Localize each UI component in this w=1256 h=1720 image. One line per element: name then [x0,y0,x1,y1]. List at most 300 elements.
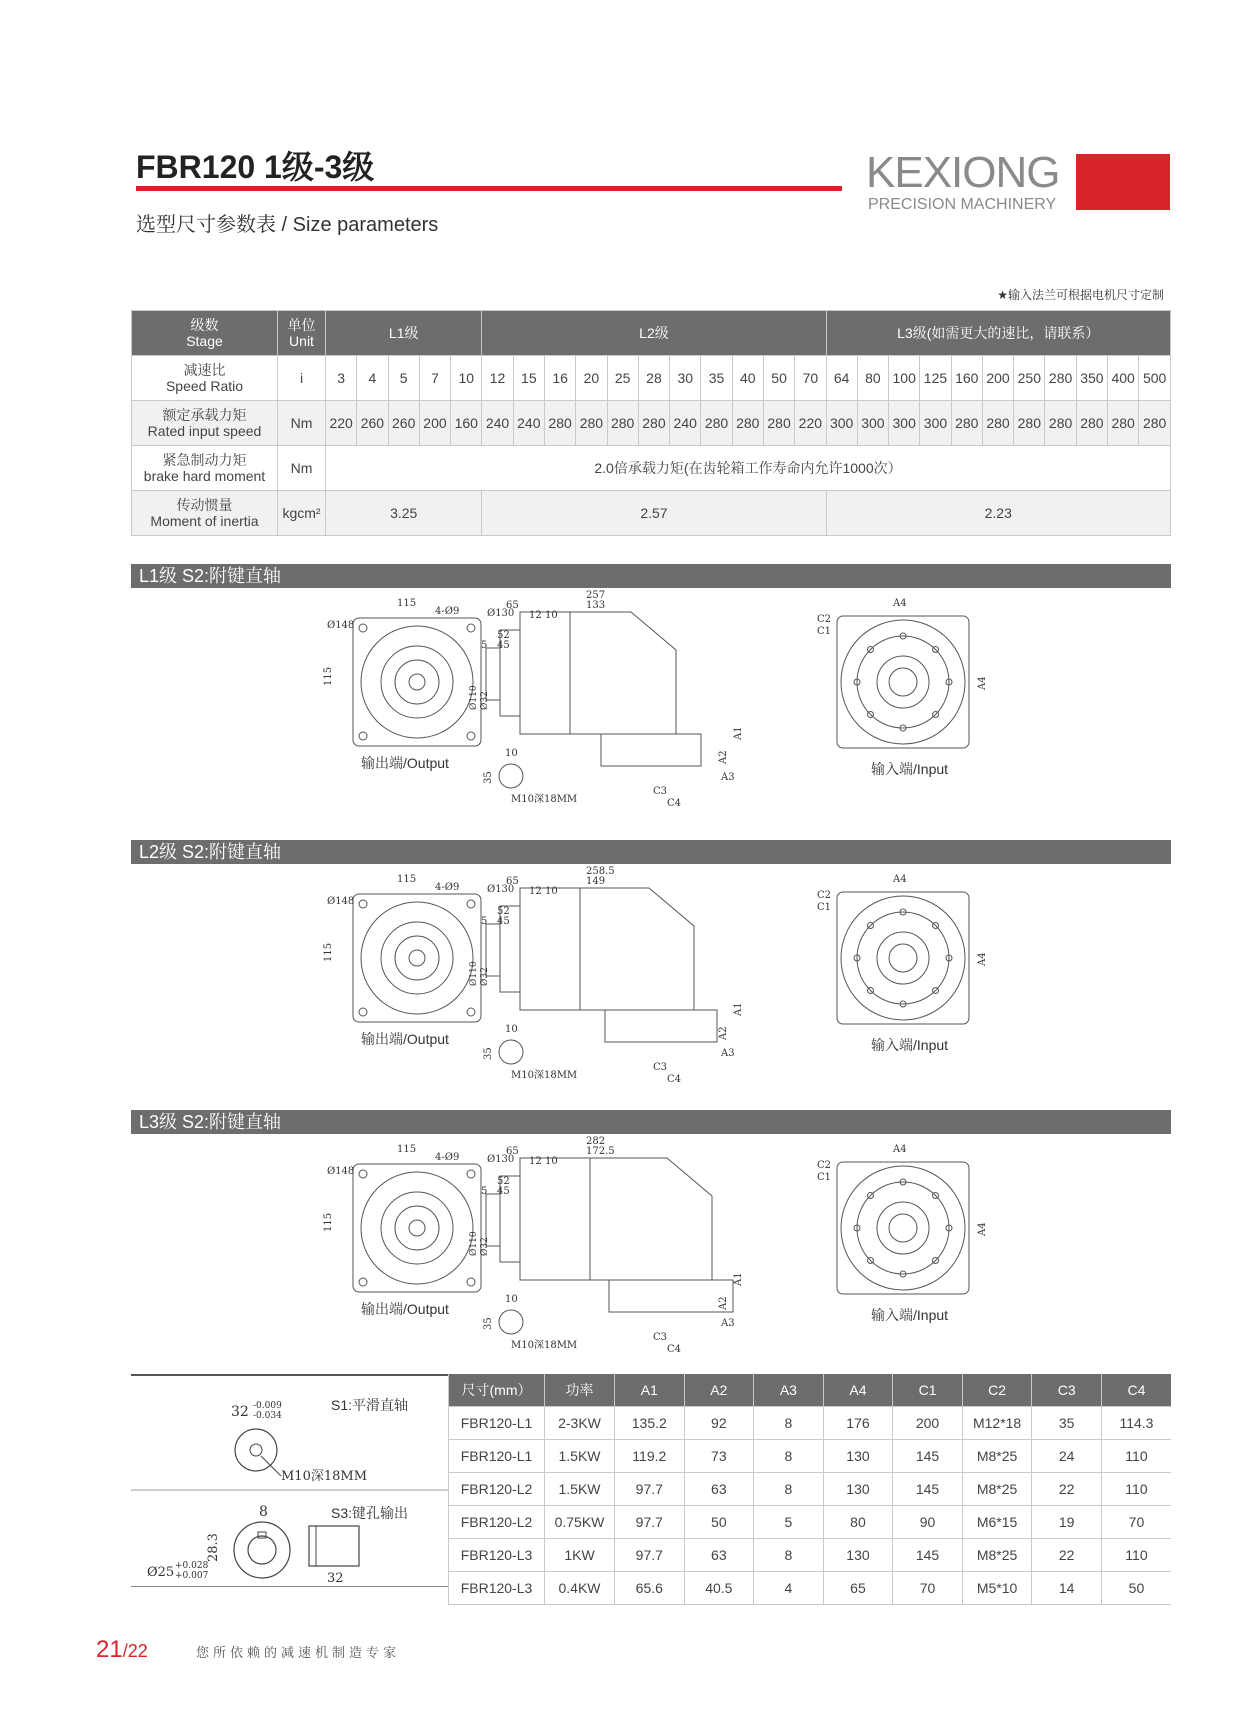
s1-thread-hole [250,1444,262,1456]
dim-cell: 90 [893,1506,963,1539]
brand-tagline: PRECISION MACHINERY [868,196,1057,213]
torque-value: 220 [326,401,357,446]
dim-cell: 63 [684,1539,754,1572]
dim-inner-len: 149 [586,876,606,887]
torque-value: 260 [357,401,388,446]
dim-115-w: 115 [397,1144,417,1155]
dim-115-w: 115 [397,874,417,885]
page-title: FBR120 1级-3级 [136,149,375,185]
dim-cell: M6*15 [962,1506,1032,1539]
ratio-label [132,356,278,401]
dim-130: Ø130 [487,1154,515,1165]
drawing-l3 [131,1136,1171,1376]
page-total: /22 [122,1641,148,1661]
inertia-label [132,491,278,536]
inertia-label-en: Moment of inertia [150,513,259,529]
dim-cell: 130 [823,1539,893,1572]
torque-value: 300 [826,401,857,446]
dim-c3: C3 [653,1062,668,1073]
inertia-l2: 2.57 [482,491,826,536]
dim-c4: C4 [667,798,682,809]
mount-hole [359,732,367,740]
dim-d110: Ø110 [469,685,479,710]
page-current: 21 [96,1636,123,1663]
dim-c4: C4 [667,1074,682,1085]
s3-tol-dn: +0.007 [175,1571,209,1581]
dim-c1: C1 [817,902,832,913]
dim-cell: 2-3KW [545,1407,615,1440]
dim-cell: M5*10 [962,1572,1032,1605]
dim-65: 65 [506,876,519,887]
dim-cell: 1.5KW [545,1440,615,1473]
dim-cell: 65 [823,1572,893,1605]
output-flange [353,894,481,1022]
mount-hole [467,1278,475,1286]
dim-cell: 200 [893,1407,963,1440]
ratio-value: 350 [1076,356,1107,401]
ratio-value: 7 [419,356,450,401]
dim-cell: 114.3 [1101,1407,1171,1440]
dim-cell: 1.5KW [545,1473,615,1506]
dim-key35: 35 [483,1047,494,1060]
dim-cell: 110 [1101,1539,1171,1572]
stage-header [132,311,278,356]
ratio-value: 64 [826,356,857,401]
dim-cell: 65.6 [615,1572,685,1605]
dim-cell: 97.7 [615,1473,685,1506]
dim-45: 45 [497,916,510,927]
drawing-l2 [131,866,1171,1106]
dim-52: 52 [497,630,510,641]
input-flange-side [601,734,701,766]
ratio-value: 30 [670,356,701,401]
dim-c2: C2 [817,890,832,901]
dim-cell: 176 [823,1407,893,1440]
output-shaft [409,950,425,966]
l3-header: L3级(如需更大的速比，请联系） [826,311,1171,356]
dim-10: 10 [545,610,558,621]
dim-65: 65 [506,1146,519,1157]
dim-a1: A1 [733,1002,744,1016]
right-angle-body [580,888,694,1010]
torque-label [132,401,278,446]
brake-label-en: brake hard moment [143,468,266,484]
ratio-value: 200 [982,356,1013,401]
dim-5: 5 [481,640,488,651]
brand-logo: KEXIONG [866,148,1060,197]
dim-cell: M12*18 [962,1407,1032,1440]
l1-header: L1级 [326,311,482,356]
dim-a1: A1 [733,1272,744,1286]
s3-tol-up: +0.028 [175,1561,209,1571]
s3-length: 32 [327,1571,344,1586]
dim-c1: C1 [817,626,832,637]
dim-c3: C3 [653,786,668,797]
drawing-l1 [131,590,1171,830]
dim-m10: M10深18MM [511,794,578,805]
key-detail [499,1040,523,1064]
output-caption: 输出端/Output [361,755,449,771]
dim-115-h: 115 [323,666,334,686]
dim-d32: Ø32 [480,691,490,710]
ratio-value: 5 [388,356,419,401]
dim-row [449,1473,1172,1506]
ratio-value: 100 [889,356,920,401]
dim-cell: 145 [893,1539,963,1572]
dim-cell: 70 [1101,1506,1171,1539]
output-pcd-circle [361,1172,473,1284]
brake-label [132,446,278,491]
dim-header-cell: 功率 [545,1374,615,1407]
mount-hole [467,900,475,908]
shaft-options-svg [131,1376,448,1586]
output-hub-outer [381,646,453,718]
dim-148: Ø148 [327,896,355,907]
dim-a3: A3 [721,1048,735,1059]
input-bore [877,1202,929,1254]
input-flange-side [605,1010,717,1042]
flange-note: ★输入法兰可根据电机尺寸定制 [997,288,1164,302]
input-bore [877,656,929,708]
dim-cell: FBR120-L2 [449,1506,545,1539]
dim-header-cell: A3 [754,1374,824,1407]
stage-label-en: Stage [186,333,223,349]
output-shaft [409,1220,425,1236]
ratio-label-en: Speed Ratio [165,378,244,394]
inertia-l1: 3.25 [326,491,482,536]
dim-c2: C2 [817,1160,832,1171]
title-underline [136,186,842,191]
right-angle-body [590,1158,712,1280]
torque-value: 300 [920,401,951,446]
dim-52: 52 [497,1176,510,1187]
dim-cell: FBR120-L1 [449,1440,545,1473]
dim-cell: 110 [1101,1473,1171,1506]
dim-header-cell: C3 [1032,1374,1102,1407]
s1-tol-up: -0.009 [253,1401,282,1411]
input-caption: 输入端/Input [871,1037,949,1053]
input-pcd [857,1182,949,1274]
s3-height: 28.3 [206,1533,221,1562]
brake-label-cn: 紧急制动力矩 [162,452,247,468]
dim-cell: 14 [1032,1572,1102,1605]
output-flange [353,618,481,746]
dim-a4-v: A4 [977,1222,988,1236]
input-caption: 输入端/Input [871,761,949,777]
dim-header-cell: 尺寸(mm） [449,1374,545,1407]
dim-m10: M10深18MM [511,1070,578,1081]
input-caption: 输入端/Input [871,1307,949,1323]
dim-a4: A4 [893,598,907,609]
mount-hole [467,1008,475,1016]
dim-cell: 5 [754,1506,824,1539]
body-side [520,612,570,734]
input-pcd [857,636,949,728]
dim-cell: 135.2 [615,1407,685,1440]
torque-value: 280 [701,401,732,446]
inertia-l3: 2.23 [826,491,1171,536]
dim-4-9: 4-Ø9 [435,882,460,893]
footer-slogan: 您所依赖的减速机制造专家 [196,1645,401,1660]
dim-c3: C3 [653,1332,668,1343]
input-shaft [889,1214,917,1242]
dim-a1: A1 [733,726,744,740]
dim-12: 12 [529,610,542,621]
output-hub-mid [395,1206,439,1250]
output-flange [353,1164,481,1292]
dim-cell: FBR120-L2 [449,1473,545,1506]
ratio-value: 10 [451,356,482,401]
torque-row [132,401,1171,446]
page-number [96,1636,148,1664]
dim-5: 5 [481,916,488,927]
dim-a4-v: A4 [977,952,988,966]
dim-cell: 145 [893,1473,963,1506]
dim-cell: FBR120-L1 [449,1407,545,1440]
ratio-unit: i [278,356,326,401]
input-shaft [889,944,917,972]
torque-label-cn: 额定承载力矩 [162,407,247,423]
torque-value: 280 [607,401,638,446]
input-pcd [857,912,949,1004]
torque-value: 240 [513,401,544,446]
dim-cell: 22 [1032,1539,1102,1572]
dim-4-9: 4-Ø9 [435,1152,460,1163]
dim-cell: 35 [1032,1407,1102,1440]
dim-45: 45 [497,640,510,651]
dim-header-row [449,1374,1172,1407]
torque-value: 280 [576,401,607,446]
s3-bore-inner [248,1536,276,1564]
ratio-value: 500 [1139,356,1171,401]
dim-148: Ø148 [327,620,355,631]
dim-header-cell: A2 [684,1374,754,1407]
dim-key10: 10 [505,748,518,759]
dim-inner-len: 133 [586,600,606,611]
brand-red-block [1076,154,1170,210]
torque-value: 280 [1139,401,1171,446]
dim-d110: Ø110 [469,1231,479,1256]
dim-cell: 24 [1032,1440,1102,1473]
section-l3-bar: L3级 S2:附键直轴 [131,1110,1171,1134]
dim-a2: A2 [718,1026,729,1040]
mount-hole [467,624,475,632]
output-hub-outer [381,922,453,994]
s1-label: S1:平滑直轴 [331,1397,409,1413]
dim-cell: 63 [684,1473,754,1506]
dim-total-len: 258.5 [586,866,615,877]
brake-row [132,446,1171,491]
s3-label: S3:键孔输出 [331,1505,409,1521]
output-pcd-circle [361,902,473,1014]
torque-value: 240 [482,401,513,446]
torque-value: 280 [1108,401,1139,446]
mount-hole [359,1008,367,1016]
dim-row [449,1506,1172,1539]
dim-header-cell: A1 [615,1374,685,1407]
dim-cell: 8 [754,1407,824,1440]
dim-115-w: 115 [397,598,417,609]
torque-value: 300 [889,401,920,446]
ratio-value: 50 [763,356,794,401]
mount-hole [467,732,475,740]
torque-value: 160 [451,401,482,446]
ratio-value: 20 [576,356,607,401]
ratio-value: 4 [357,356,388,401]
torque-value: 280 [732,401,763,446]
dim-header-cell: C4 [1101,1374,1171,1407]
dim-a4: A4 [893,874,907,885]
ratio-value: 160 [951,356,982,401]
dim-12: 12 [529,886,542,897]
dim-d110: Ø110 [469,961,479,986]
dim-cell: M8*25 [962,1539,1032,1572]
ratio-value: 280 [1045,356,1076,401]
mount-hole [359,1170,367,1178]
brake-value: 2.0倍承载力矩(在齿轮箱工作寿命内允许1000次） [326,446,1171,491]
dim-cell: 80 [823,1506,893,1539]
dim-cell: 50 [684,1506,754,1539]
dim-115-h: 115 [323,1212,334,1232]
dim-key10: 10 [505,1294,518,1305]
dim-row [449,1440,1172,1473]
dim-cell: 73 [684,1440,754,1473]
ratio-value: 25 [607,356,638,401]
dim-4-9: 4-Ø9 [435,606,460,617]
dim-row [449,1572,1172,1605]
dim-a4: A4 [893,1144,907,1155]
dim-row [449,1407,1172,1440]
torque-value: 240 [670,401,701,446]
s3-keyway [258,1532,266,1538]
dim-45: 45 [497,1186,510,1197]
dim-header-cell: C2 [962,1374,1032,1407]
ratio-value: 40 [732,356,763,401]
dim-c2: C2 [817,614,832,625]
s1-tol-dn: -0.034 [253,1411,282,1421]
s1-leader [261,1456,281,1476]
dim-cell: 22 [1032,1473,1102,1506]
s1-m10: M10深18MM [281,1469,368,1484]
dim-cell: M8*25 [962,1473,1032,1506]
dim-total-len: 257 [586,590,606,601]
output-hub-mid [395,936,439,980]
dim-a3: A3 [721,772,735,783]
dim-5: 5 [481,1186,488,1197]
right-angle-body [570,612,676,734]
dim-115-h: 115 [323,942,334,962]
l2-header: L2级 [482,311,826,356]
unit-label-en: Unit [289,333,314,349]
ratio-value: 70 [795,356,826,401]
output-caption: 输出端/Output [361,1031,449,1047]
dim-a3: A3 [721,1318,735,1329]
dim-a2: A2 [718,1296,729,1310]
dim-cell: 50 [1101,1572,1171,1605]
output-hub-mid [395,660,439,704]
key-detail [499,1310,523,1334]
dim-cell: 130 [823,1440,893,1473]
dim-cell: 97.7 [615,1506,685,1539]
dim-cell: 70 [893,1572,963,1605]
dim-148: Ø148 [327,1166,355,1177]
dim-65: 65 [506,600,519,611]
dim-cell: 0.4KW [545,1572,615,1605]
torque-label-en: Rated input speed [147,423,262,439]
ratio-value: 400 [1108,356,1139,401]
dim-total-len: 282 [586,1136,606,1147]
dim-cell: FBR120-L3 [449,1572,545,1605]
output-caption: 输出端/Output [361,1301,449,1317]
dim-cell: 0.75KW [545,1506,615,1539]
torque-value: 280 [638,401,669,446]
key-detail [499,764,523,788]
output-pcd-circle [361,626,473,738]
section-l2-bar: L2级 S2:附键直轴 [131,840,1171,864]
dim-cell: 110 [1101,1440,1171,1473]
section-l1-bar: L1级 S2:附键直轴 [131,564,1171,588]
dim-a4-v: A4 [977,676,988,690]
dim-key10: 10 [505,1024,518,1035]
dim-cell: 119.2 [615,1440,685,1473]
input-flange-side [609,1280,733,1312]
dim-130: Ø130 [487,884,515,895]
unit-label: 单位 [287,317,316,333]
s3-bore-circle [234,1522,290,1578]
page-subtitle: 选型尺寸参数表 / Size parameters [136,214,439,236]
dim-130: Ø130 [487,608,515,619]
body-side [520,1158,590,1280]
inertia-unit: kgcm² [278,491,326,536]
mount-hole [359,1278,367,1286]
ratio-value: 250 [1014,356,1045,401]
dim-cell: 8 [754,1539,824,1572]
torque-value: 280 [1045,401,1076,446]
dim-12: 12 [529,1156,542,1167]
stage-label: 级数 [190,317,219,333]
shaft-options-panel [131,1374,448,1587]
s3-diameter: Ø25 [147,1565,175,1580]
torque-value: 280 [763,401,794,446]
dim-key35: 35 [483,771,494,784]
dim-header-cell: A4 [823,1374,893,1407]
torque-value: 220 [795,401,826,446]
ratio-value: 80 [857,356,888,401]
ratio-value: 16 [544,356,575,401]
mount-hole [359,624,367,632]
s1-shaft-circle [235,1429,277,1471]
dim-d32: Ø32 [480,1237,490,1256]
output-shaft [409,674,425,690]
dim-key35: 35 [483,1317,494,1330]
ratio-value: 15 [513,356,544,401]
torque-value: 280 [544,401,575,446]
ratio-label-cn: 减速比 [183,362,226,378]
input-bore [877,932,929,984]
dim-10: 10 [545,886,558,897]
torque-value: 200 [419,401,450,446]
spec-table [131,310,1171,536]
s3-key: 8 [259,1504,268,1520]
torque-value: 300 [857,401,888,446]
dim-cell: 1KW [545,1539,615,1572]
mount-hole [359,900,367,908]
inertia-label-cn: 传动惯量 [176,497,233,513]
dim-cell: 97.7 [615,1539,685,1572]
dim-c1: C1 [817,1172,832,1183]
torque-value: 280 [951,401,982,446]
s1-dim: 32 [231,1404,249,1420]
